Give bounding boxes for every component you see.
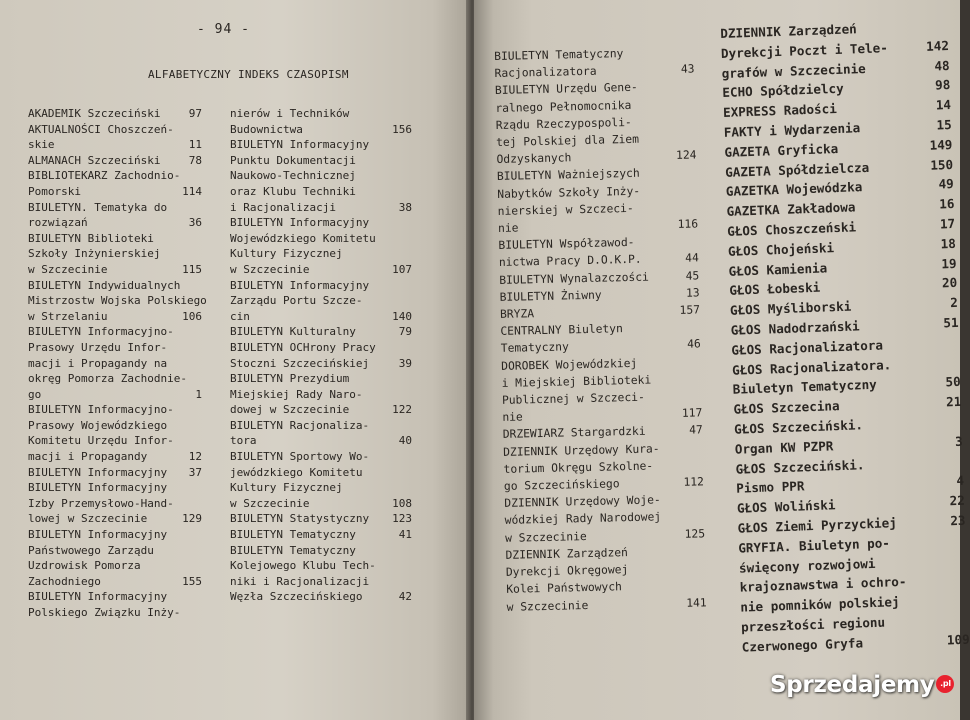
watermark-text: Sprzedajemy — [770, 672, 935, 698]
entry-title-line: Uzdrowisk Pomorza — [28, 559, 141, 573]
entry-title-line: DRZEWIARZ Stargardzki — [502, 425, 646, 442]
entry-title-line: Szkoły Inżynierskiej — [28, 247, 161, 261]
entry-title-line: w Szczecinie — [506, 598, 589, 614]
index-entry — [494, 43, 695, 82]
index-entry — [28, 168, 202, 199]
entry-title-line: Nabytków Szkoły Inży- — [497, 184, 641, 201]
entry-number: 18 — [940, 235, 957, 252]
entry-title-line: Tematyczny — [500, 340, 569, 356]
index-entry — [501, 353, 703, 426]
entry-number: 3 — [954, 433, 963, 449]
entry-title-line: rozwiązań — [28, 216, 88, 230]
page-number: - 94 - — [197, 22, 250, 37]
entry-title-line: DZIENNIK Urzędowy Woje- — [504, 493, 661, 511]
entry-title-line: GAZETA Gryficka — [724, 140, 839, 160]
entry-title-line: i Racjonalizacji — [230, 200, 336, 214]
entry-number: 14 — [935, 97, 952, 113]
entry-title-line: Racjonalizatora — [494, 64, 597, 81]
watermark-logo — [770, 672, 954, 698]
entry-number: 39 — [398, 356, 412, 370]
entry-title-line: nie — [502, 410, 523, 425]
entry-title-line: Polskiego Związku Inży- — [28, 606, 181, 619]
index-entry — [230, 106, 412, 137]
entry-title-line: Kultury Fizycznej — [230, 247, 343, 261]
entry-title-line: przeszłości regionu — [740, 614, 886, 635]
entry-title-line: Izby Przemysłowo-Hand- — [28, 496, 174, 510]
index-entry — [230, 340, 412, 371]
entry-title-line: GŁOS Racjonalizatora — [731, 337, 884, 358]
entry-title-line: GŁOS Szczeciński. — [733, 417, 864, 437]
entry-title-line: Publicznej w Szczeci- — [501, 390, 645, 407]
entry-title-line: Czerwonego Gryfa — [741, 635, 864, 655]
entry-title-line: nierskiej w Szczeci- — [497, 201, 634, 218]
index-entry — [230, 324, 412, 340]
index-entry — [230, 543, 412, 605]
index-entry — [28, 324, 202, 402]
index-entry — [28, 231, 202, 278]
entry-title-line: Punktu Dokumentacji — [230, 153, 356, 167]
entry-title-line: Kultury Fizycznej — [230, 481, 343, 495]
entry-title-line: wódzkiej Rady Narodowej — [504, 510, 662, 528]
entry-number: 123 — [392, 512, 412, 526]
entry-title-line: BIULETYN Informacyjny — [28, 590, 168, 604]
entry-title-line: BIBLIOTEKARZ Zachodnio- — [28, 169, 181, 183]
entry-title-line: BIULETYN Informacyjny — [28, 528, 168, 542]
right-page — [474, 0, 970, 720]
index-entry — [495, 78, 697, 169]
index-entry — [498, 233, 699, 272]
entry-title-line: BIULETYN Informacyjny — [28, 465, 168, 479]
entry-title-line: FAKTY i Wydarzenia — [723, 120, 861, 140]
entry-number: 23 — [950, 512, 966, 529]
entry-number: 44 — [685, 251, 699, 266]
entry-title-line: lowej w Szczecinie — [28, 512, 148, 526]
entry-number: 129 — [182, 512, 202, 526]
entry-title-line: Miejskiej Rady Naro- — [230, 387, 363, 401]
entry-title-line: macji i Propagandy na — [28, 356, 168, 370]
entry-title-line: skie — [28, 138, 55, 152]
entry-title-line: Państwowego Zarządu — [28, 543, 154, 557]
entry-title-line: CENTRALNY Biuletyn — [500, 322, 623, 339]
entry-number: 21 — [945, 393, 962, 410]
entry-number: 124 — [675, 148, 697, 163]
entry-title-line: Prasowy Wojewódzkiego — [28, 418, 168, 432]
entry-title-line: krajoznawstwa i ochro- — [739, 574, 907, 595]
index-entry — [28, 122, 202, 153]
entry-number: 51 — [943, 314, 959, 331]
entry-number: 40 — [398, 434, 412, 448]
entry-title-line: BIULETYN Prezydium — [230, 372, 350, 386]
entry-title-line: BIULETYN Informacyjny — [28, 481, 168, 495]
entry-title-line: BIULETYN Współzawod- — [498, 236, 635, 253]
entry-title-line: BIULETYN Indywidualnych — [28, 278, 181, 292]
entry-number: 45 — [685, 269, 700, 283]
entry-title-line: BIULETYN Tematyczny — [230, 543, 356, 557]
entry-number: 4 — [956, 473, 965, 489]
entry-title-line: GAZETKA Zakładowa — [726, 199, 856, 220]
entry-title-line: BIULETYN. Tematyka do — [28, 200, 168, 214]
index-entry — [505, 542, 707, 615]
entry-title-line: w Szczecinie — [28, 262, 108, 276]
entry-title-line: BIULETYN Racjonaliza- — [230, 418, 370, 432]
entry-number: 48 — [934, 57, 950, 74]
entry-number: 50 — [945, 374, 961, 390]
entry-title-line: GŁOS Kamienia — [728, 259, 828, 279]
entry-number: 79 — [398, 325, 412, 339]
entry-title-line: EXPRESS Radości — [722, 101, 838, 121]
entry-title-line: BIULETYN Biblioteki — [28, 231, 154, 245]
entry-number: 49 — [938, 176, 954, 192]
entry-number: 155 — [182, 574, 202, 588]
entry-title-line: Dyrekcji Poczt i Tele- — [720, 39, 888, 61]
entry-title-line: DZIENNIK Zarządzeń — [720, 21, 857, 41]
index-entry — [230, 278, 412, 325]
entry-title-line: GŁOS Łobeski — [729, 280, 821, 299]
entry-title-line: Wojewódzkiego Komitetu — [230, 231, 376, 245]
entry-title-line: ECHO Spółdzielcy — [722, 81, 844, 101]
entry-title-line: Dyrekcji Okręgowej — [505, 563, 629, 579]
entry-title-line: GAZETA Spółdzielcza — [724, 159, 870, 180]
entry-title-line: GŁOS Myśliborski — [729, 298, 852, 318]
entry-number: 141 — [686, 595, 707, 610]
entry-title-line: w Szczecinie — [230, 496, 310, 510]
entry-number: 106 — [182, 309, 202, 323]
index-column-3 — [494, 43, 707, 615]
entry-title-line: niki i Racjonalizacji — [230, 574, 370, 588]
entry-number: 42 — [398, 590, 412, 604]
entry-number: 17 — [939, 215, 956, 232]
entry-title-line: GŁOS Woliński — [736, 497, 836, 516]
index-entry — [230, 527, 412, 543]
entry-number: 109 — [946, 631, 970, 648]
entry-title-line: DZIENNIK Zarządzeń — [505, 545, 629, 562]
entry-number: 78 — [188, 153, 202, 167]
entry-number: 15 — [936, 116, 952, 133]
entry-number: 37 — [188, 465, 202, 479]
entry-number: 43 — [680, 62, 695, 76]
entry-title-line: w Szczecinie — [504, 529, 587, 545]
index-entry — [500, 319, 701, 358]
entry-title-line: BIULETYN Statystyczny — [230, 512, 370, 526]
index-entry — [230, 371, 412, 418]
entry-title-line: tej Polskiej dla Ziem — [495, 132, 640, 149]
entry-title-line: go Szczecińskiego — [503, 477, 620, 493]
entry-title-line: BIULETYN Kulturalny — [230, 325, 356, 339]
entry-title-line: Organ KW PZPR — [734, 438, 834, 457]
entry-title-line: w Strzelaniu — [28, 309, 108, 323]
entry-title-line: DZIENNIK Urzędowy Kura- — [503, 442, 660, 459]
entry-number: 140 — [392, 309, 412, 323]
entry-title-line: BIULETYN Informacyjno- — [28, 403, 174, 417]
entry-title-line: Biuletyn Tematyczny — [732, 377, 878, 398]
entry-number: 107 — [392, 262, 412, 276]
entry-title-line: GŁOS Szczeciński. — [735, 456, 865, 477]
entry-title-line: Kolei Państwowych — [506, 580, 623, 597]
entry-title-line: BRYZA — [499, 307, 535, 321]
entry-number: 46 — [687, 337, 701, 352]
index-entry — [28, 200, 202, 231]
entry-title-line: święcony rozwojowi — [738, 555, 876, 576]
entry-number: 22 — [949, 492, 966, 509]
entry-number: 41 — [398, 528, 412, 542]
entry-title-line: Pomorski — [28, 184, 81, 198]
watermark-suffix: .pl — [936, 675, 954, 693]
entry-number: 157 — [679, 303, 701, 317]
index-entry — [28, 480, 202, 527]
index-entry — [28, 106, 202, 122]
entry-title-line: Komitetu Urzędu Infor- — [28, 434, 174, 448]
entry-title-line: Węzła Szczecińskiego — [230, 590, 363, 604]
entry-number: 125 — [684, 527, 706, 541]
entry-number: 108 — [392, 496, 412, 510]
entry-title-line: nie — [497, 221, 519, 235]
entry-number: 11 — [188, 138, 202, 152]
index-entry — [230, 137, 412, 215]
entry-title-line: w Szczecinie — [230, 262, 310, 276]
entry-number: 114 — [182, 184, 202, 198]
entry-title-line: Pismo PPR — [735, 478, 805, 497]
entry-number: 112 — [683, 475, 705, 489]
entry-number: 47 — [688, 423, 703, 438]
entry-number: 117 — [681, 406, 703, 421]
entry-title-line: grafów w Szczecinie — [721, 60, 866, 81]
index-entry — [504, 491, 705, 547]
entry-title-line: BIULETYN Sportowy Wo- — [230, 450, 370, 464]
entry-title-line: Zarządu Portu Szcze- — [230, 294, 363, 308]
entry-number: 2 — [950, 295, 959, 311]
entry-title-line: Prasowy Urzędu Infor- — [28, 340, 168, 354]
entry-number: 115 — [182, 262, 202, 276]
entry-title-line: GRYFIA. Biuletyn po- — [738, 535, 891, 556]
entry-title-line: BIULETYN Informacyjno- — [28, 325, 174, 339]
entry-title-line: macji i Propagandy — [28, 450, 148, 464]
left-page — [0, 0, 470, 720]
entry-title-line: BIULETYN Wynalazczości — [499, 270, 650, 287]
entry-number: 20 — [941, 275, 958, 291]
entry-title-line: nie pomników polskiej — [740, 594, 900, 615]
entry-title-line: cin — [230, 309, 250, 323]
index-entry — [28, 527, 202, 589]
index-column-1 — [28, 106, 207, 621]
entry-number: 19 — [941, 255, 957, 271]
entry-title-line: AKADEMIK Szczeciński — [28, 107, 161, 120]
entry-number: 98 — [934, 77, 951, 93]
entry-title-line: dowej w Szczecinie — [230, 403, 350, 417]
entry-title-line: go — [28, 387, 42, 401]
entry-title-line: nierów i Techników — [230, 107, 350, 120]
entry-number: 116 — [677, 217, 699, 231]
entry-title-line: DOROBEK Wojewódzkiej — [501, 356, 638, 373]
entry-title-line: BIULETYN Tematyczny — [494, 47, 624, 63]
entry-title-line: GŁOS Ziemi Pyrzyckiej — [737, 515, 898, 536]
entry-title-line: Odzyskanych — [496, 151, 572, 167]
entry-number: 149 — [929, 136, 953, 153]
entry-title-line: BIULETYN Informacyjny — [230, 278, 370, 292]
index-entry — [28, 153, 202, 169]
entry-title-line: BIULETYN Ważniejszych — [496, 167, 640, 184]
index-column-2 — [230, 106, 412, 605]
entry-title-line: ALMANACH Szczeciński — [28, 153, 161, 167]
entry-title-line: GŁOS Choszczeński — [726, 219, 857, 239]
entry-title-line: Naukowo-Technicznej — [230, 169, 356, 183]
entry-title-line: i Miejskiej Biblioteki — [501, 373, 652, 390]
index-entry — [503, 439, 704, 495]
entry-number: 36 — [188, 216, 202, 230]
entry-title-line: nictwa Pracy D.O.K.P. — [498, 253, 642, 270]
entry-title-line: Budownictwa — [230, 122, 303, 136]
entry-number: 150 — [930, 156, 954, 173]
entry-number: 97 — [188, 107, 202, 120]
index-entry — [28, 589, 202, 620]
index-entry — [230, 449, 412, 511]
entry-title-line: BIULETYN Urzędu Gene- — [494, 81, 638, 98]
entry-title-line: GŁOS Szczecina — [733, 398, 840, 417]
index-column-4 — [720, 16, 970, 657]
index-entry — [28, 402, 202, 464]
entry-title-line: Mistrzostw Wojska Polskiego — [28, 294, 207, 308]
entry-number: 38 — [398, 200, 412, 214]
entry-title-line: BIULETYN Informacyjny — [230, 216, 370, 230]
index-entry — [738, 530, 970, 657]
index-entry — [230, 511, 412, 527]
entry-number: 16 — [938, 196, 955, 212]
entry-title-line: AKTUALNOŚCI Choszczeń- — [28, 122, 174, 136]
entry-number: 12 — [188, 450, 202, 464]
entry-title-line: BIULETYN OCHrony Pracy — [230, 340, 376, 354]
entry-number: 13 — [685, 286, 700, 300]
index-entry — [28, 465, 202, 481]
entry-number: 142 — [925, 37, 950, 54]
index-entry — [230, 215, 412, 277]
entry-number: 122 — [392, 403, 412, 417]
entry-title-line: okręg Pomorza Zachodnie- — [28, 372, 187, 386]
entry-title-line: BIULETYN Informacyjny — [230, 138, 370, 152]
entry-title-line: GAZETKA Wojewódzka — [725, 179, 863, 200]
entry-number: 156 — [392, 122, 412, 136]
entry-title-line: BIULETYN Żniwny — [499, 288, 602, 304]
entry-title-line: jewódzkiego Komitetu — [230, 465, 363, 479]
entry-title-line: Kolejowego Klubu Tech- — [230, 559, 376, 573]
entry-title-line: Zachodniego — [28, 574, 101, 588]
index-title: ALFABETYCZNY INDEKS CZASOPISM — [148, 68, 349, 81]
entry-title-line: BIULETYN Tematyczny — [230, 528, 356, 542]
entry-title-line: GŁOS Chojeński — [727, 239, 835, 259]
index-entry — [28, 278, 207, 325]
entry-title-line: ralnego Pełnomocnika — [495, 98, 632, 115]
entry-title-line: oraz Klubu Techniki — [230, 184, 356, 198]
entry-title-line: Rządu Rzeczypospoli- — [495, 115, 632, 132]
index-entry — [497, 164, 699, 237]
entry-title-line: GŁOS Racjonalizatora. — [731, 356, 892, 378]
entry-number: 1 — [195, 387, 202, 401]
entry-title-line: tora — [230, 434, 257, 448]
entry-title-line: torium Okręgu Szkolne- — [503, 459, 654, 476]
entry-title-line: GŁOS Nadodrzański — [730, 318, 860, 338]
index-entry — [230, 418, 412, 449]
entry-title-line: Stoczni Szczecińskiej — [230, 356, 370, 370]
